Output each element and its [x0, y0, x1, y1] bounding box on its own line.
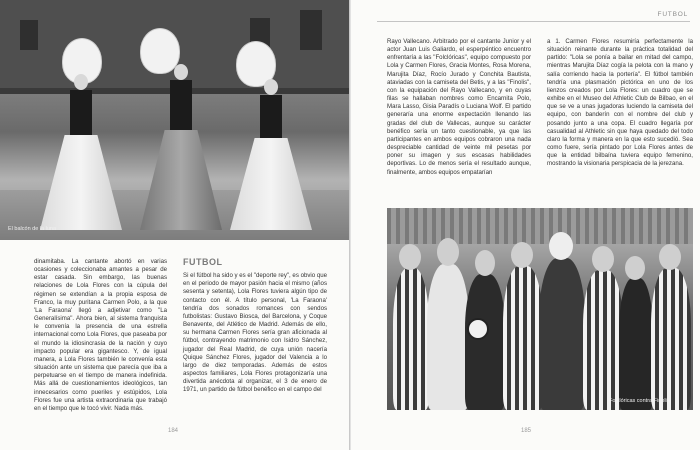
photo-balcony [0, 0, 349, 240]
paragraph: Si el fútbol ha sido y es el "deporte rey", es obvio que en el periodo de mayor pasión hacia el mismo (años sesenta y setenta), Lola Flores tuviera algún tipo de contacto con él. A título personal, 'La Faraona' tendría dos sonados romances con sendos futbolistas: Gustavo Biosca, del Barcelona, y Coque Benavente, del Atlético de Madrid. Además de ello, su hermana Carmen Flores sería gran aficionada al fútbol, contrayendo matrimonio con Isidro Sánchez, jugador del Real Madrid, de cuya unión nacería Quique Sánchez Flores, jugador del Valencia a lo largo de diez temporadas. Además de estos aspectos familiares, Lola Flores protagonizaría una divertida anécdota al organizar, el 3 de enero de 1971, un partido de fútbol benéfico en el campo del [183, 272, 327, 394]
player [427, 264, 469, 410]
window [20, 20, 38, 50]
photo-football-team [387, 208, 693, 410]
section-title: FUTBOL [183, 257, 223, 267]
paragraph: dinamitaba. La cantante abortó en varias ocasiones y coleccionaba amantes a pesar de estar casada. Sin embargo, las buenas relaciones de Lola Flores con la cúpula del régimen se extendían a la propia esposa de Franco, la muy puritana Carmen Polo, a la que 'La Faraona' llegó a adjetivar como "La Generalísima". Ahora bien, al sistema franquista le convenía la presencia de una estrella internacional como Lola Flores, que paseaba por el mundo la idiosincrasia de la nación y cuyo impacto popular era gigantesco. Y, de igual manera, a Lola Flores también le convenía esta situación ante un sistema que parecía que iba a perpetuarse en el tiempo de manera indefinida. Más allá de cuestionamientos ideológicos, tan innecesarios como pueriles y estúpidos, Lola Flores fue una artista extraordinaria que trabajó en el tiempo que le tocó vivir. Nada más. [34, 258, 167, 412]
dancer-head [74, 74, 88, 90]
player-face [659, 244, 681, 270]
player [619, 278, 653, 410]
dancer-skirt [230, 138, 312, 230]
page-number: 184 [168, 428, 179, 434]
running-head: FUTBOL [657, 11, 688, 18]
dancer-skirt [140, 130, 222, 230]
text-column-1 [387, 38, 531, 177]
stadium-stands [387, 208, 693, 244]
text-column-1 [34, 258, 167, 413]
player-face [475, 250, 495, 276]
dancer-center [140, 20, 220, 230]
paragraph: Rayo Vallecano. Arbitrado por el cantante Junior y el actor Juan Luis Galiardo, el esperpéntico encuentro enfrentaría a las "Folclóricas", equipo compuesto por Lola y Carmen Flores, Gracia Montes, Rosa Morena, Marujita Díaz, Rocío Jurado y Conchita Bautista, ataviadas con la camiseta del Betis, y a las "Finolis", con la equipación del Rayo Vallecano, y en cuyas filas se hallaban nombres como Encarnita Polo, Mara Lasso, Gisia Paradís o Luciana Wolf. El partido generaría una enorme expectación llenando las gradas del club de Vallecas, aunque su carácter benéfico sería un tanto cuestionable, ya que las participantes en ambos equipos cobraron una nada despreciable cantidad de veinte mil pesetas por poner su imagen y sus escasas habilidades deportivas. Lo de menos sería el resultado aunque, finalmente, ambos equipos empatarían [387, 38, 531, 176]
photo-caption: El balcón de la luna [8, 226, 57, 232]
text-column-2 [547, 38, 693, 169]
page-number: 185 [521, 428, 532, 434]
dancer-torso [260, 95, 282, 143]
player [465, 274, 505, 410]
right-page [351, 0, 700, 450]
dancer-torso [70, 90, 92, 140]
player-face [625, 256, 645, 280]
dancer-torso [170, 80, 192, 135]
player [503, 266, 543, 410]
dancer-right [230, 35, 310, 230]
dancer-head [264, 79, 278, 95]
left-page [0, 0, 349, 450]
header-rule [377, 21, 690, 22]
player-face [549, 232, 573, 260]
player-face [437, 238, 459, 266]
football [467, 318, 489, 340]
player-face [511, 242, 533, 268]
player [651, 268, 691, 410]
dancer-left [40, 30, 120, 230]
dancer-skirt [40, 135, 122, 230]
text-column-2 [183, 258, 327, 395]
paragraph: a 1. Carmen Flores resumiría perfectamente la situación reinante durante la práctica totalidad del partido: "Lola se ponía a bailar en mitad del campo, mientras Marujita Díaz cogía la pelota con la mano y salía corriendo hacia la portería". El fútbol también tendría una plasmación pictórica en uno de los lienzos creados por Lola Flores: un cuadro que se exhibe en el Museo del Athletic Club de Bilbao, en el que se ve a unas jugadoras luciendo la camiseta del equipo, con banderín con el nombre del club y posando junto a una copa. El cuadro llegaría por casualidad al Athletic sin que haya quedado del todo claro la forma y manera en la que esto sucedió. Sea como fuere, sería pintado por Lola Flores antes de que la entidad bilbaína tuviera equipo femenino, mostrando la visionaria perspicacia de la jerezana. [547, 38, 693, 168]
dancer-head [174, 64, 188, 80]
player [539, 258, 585, 410]
photo-caption: Folclóricas contra Finolis [609, 398, 670, 404]
player-face [399, 244, 421, 270]
player [583, 270, 623, 410]
player-face [592, 246, 614, 272]
player [393, 268, 429, 410]
